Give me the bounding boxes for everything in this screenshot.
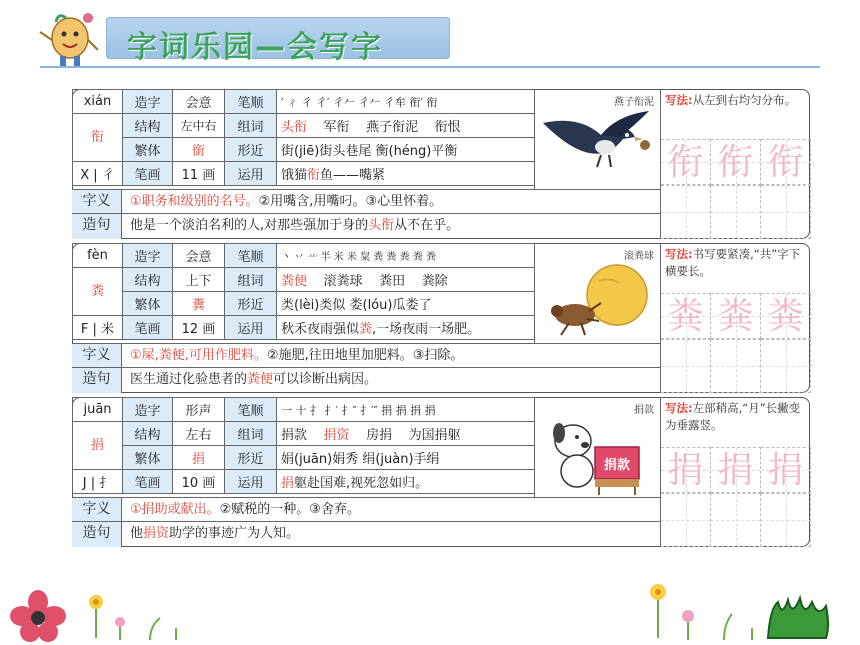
sentence-row: [72, 213, 660, 239]
header: [0, 0, 860, 80]
copy-cell[interactable]: [661, 293, 711, 339]
zaozi-value: 形声: [173, 398, 225, 422]
meaning-label: 字义: [72, 190, 122, 214]
usage-highlight: 捐: [281, 476, 295, 491]
sentence-highlight: 粪便: [247, 372, 274, 387]
word-list: [277, 114, 535, 138]
sentence-row: [72, 521, 660, 547]
xingjin-label: 形近: [225, 292, 277, 316]
usage-pre: 秋禾夜雨强似: [281, 322, 360, 337]
radical-cell: J | 扌: [73, 470, 123, 494]
word-item: 粪除: [421, 274, 448, 289]
char-card-xian: [72, 89, 810, 239]
word-item: 捐资: [323, 428, 350, 443]
bihua-label: 笔画: [123, 162, 173, 186]
main-char: 衔: [73, 114, 123, 162]
word-list: [277, 268, 535, 292]
zuci-label: 组词: [225, 268, 277, 292]
bihua-label: 笔画: [123, 316, 173, 340]
writing-note: [665, 92, 811, 109]
sentence-highlight: 捐资: [143, 526, 170, 541]
zaozi-value: 会意: [173, 90, 225, 114]
zuci-label: 组词: [225, 422, 277, 446]
word-item: 为国捐躯: [408, 428, 461, 443]
fanti-value: 捐: [173, 446, 225, 470]
pinyin: juān: [73, 398, 123, 422]
fanti-label: 繁体: [123, 446, 173, 470]
yunyong-label: 运用: [225, 470, 277, 494]
swallow-icon: [539, 105, 659, 185]
radical-cell: X | 彳: [73, 162, 123, 186]
copy-grid-empty: [661, 339, 811, 393]
jiegou-label: 结构: [123, 422, 173, 446]
copy-cell[interactable]: [711, 185, 761, 239]
stroke-order: 一 十 扌 扌′ 扌″ 扌′″ 捐 捐 捐 捐: [277, 398, 535, 422]
pinyin: fèn: [73, 244, 123, 268]
first-letter: J: [82, 476, 87, 491]
meaning-row: [72, 497, 660, 521]
similar-chars: 娟(juān)娟秀 绢(juàn)手绢: [277, 446, 535, 470]
illustration-caption: 燕子衔泥: [614, 97, 654, 108]
illustration-caption: 捐款: [634, 405, 654, 416]
sentence-text: [130, 522, 299, 546]
word-item: 衔恨: [434, 120, 461, 135]
copy-grid: [661, 447, 811, 493]
bishun-label: 笔顺: [225, 90, 277, 114]
xingjin-label: 形近: [225, 446, 277, 470]
meaning-row: [72, 189, 660, 213]
jiegou-value: 左右: [173, 422, 225, 446]
usage-highlight: 粪: [359, 322, 373, 337]
yunyong-label: 运用: [225, 162, 277, 186]
copy-cell[interactable]: [761, 185, 811, 239]
grass-icon: [768, 598, 828, 638]
xingjin-label: 形近: [225, 138, 277, 162]
bihua-value: 11 画: [173, 162, 225, 186]
usage-text: [277, 470, 535, 494]
bihua-value: 10 画: [173, 470, 225, 494]
main-char: 粪: [73, 268, 123, 316]
copy-cell[interactable]: [711, 293, 761, 339]
copy-grid: [661, 139, 811, 185]
sentence-post: 可以诊断出病因。: [273, 372, 378, 387]
usage-text: [277, 162, 535, 186]
illustration-box: [534, 243, 660, 343]
trace-char: 衔: [667, 142, 704, 183]
trace-char: 捐: [767, 450, 804, 491]
bihua-label: 笔画: [123, 470, 173, 494]
pinyin: xián: [73, 90, 123, 114]
sentence-pre: 他是一个淡泊名利的人,对那些强加于身的: [130, 218, 369, 233]
copy-grid: [661, 293, 811, 339]
char-info-table: [72, 243, 535, 340]
usage-post: 躯赴国难,视死忽如归。: [294, 476, 429, 491]
usage-highlight: 衔: [307, 168, 321, 183]
copy-cell[interactable]: [711, 139, 761, 185]
meaning-text: [130, 498, 360, 522]
word-item: 滚粪球: [323, 274, 363, 289]
writing-guide: [660, 243, 810, 393]
writing-guide: [660, 397, 810, 547]
usage-text: [277, 316, 535, 340]
illustration-box: [534, 89, 660, 189]
word-item: 头衔: [281, 120, 308, 135]
copy-cell[interactable]: [661, 339, 711, 393]
trace-char: 粪: [717, 296, 754, 337]
copy-cell[interactable]: [761, 339, 811, 393]
zaozi-value: 会意: [173, 244, 225, 268]
meaning-highlight: ①捐助或献出。: [130, 502, 220, 517]
trace-char: 粪: [667, 296, 704, 337]
meaning-highlight: ①屎,粪便,可用作肥料。: [130, 348, 267, 363]
meaning-highlight: ①职务和级别的名号。: [130, 194, 259, 209]
writing-note: [665, 246, 811, 280]
usage-post: 鱼——嘴紧: [320, 168, 386, 183]
copy-cell[interactable]: [661, 493, 711, 547]
sentence-label: 造句: [72, 522, 122, 547]
fanti-label: 繁体: [123, 138, 173, 162]
sentence-row: [72, 367, 660, 393]
sentence-text: [130, 214, 459, 238]
char-info-table: [72, 89, 535, 186]
trace-char: 捐: [717, 450, 754, 491]
fanti-label: 繁体: [123, 292, 173, 316]
stroke-order: 丶 丷 䒑 半 米 米 䊆 粪 粪 粪 粪 粪: [277, 244, 535, 268]
writing-note-text: 从左到右均匀分布。: [692, 93, 797, 107]
trace-char: 粪: [767, 296, 804, 337]
flower-decoration-left: [10, 588, 200, 644]
copy-cell[interactable]: [661, 139, 711, 185]
jiegou-label: 结构: [123, 268, 173, 292]
small-flower-icon: [89, 595, 176, 640]
copy-cell[interactable]: [761, 493, 811, 547]
zuci-label: 组词: [225, 114, 277, 138]
meaning-text: [130, 190, 442, 214]
bihua-value: 12 画: [173, 316, 225, 340]
char-card-fen: [72, 243, 810, 393]
similar-chars: 类(lèi)类似 娄(lóu)瓜娄了: [277, 292, 535, 316]
writing-tag: 写法:: [665, 93, 693, 107]
trace-char: 捐: [667, 450, 704, 491]
meaning-label: 字义: [72, 498, 122, 522]
word-list: [277, 422, 535, 446]
char-info-table: [72, 397, 535, 494]
zaozi-label: 造字: [123, 398, 173, 422]
mascot-icon: [36, 8, 102, 70]
copy-cell[interactable]: [661, 185, 711, 239]
word-item: 房捐: [366, 428, 393, 443]
word-item: 粪田: [379, 274, 406, 289]
meaning-label: 字义: [72, 344, 122, 368]
zaozi-label: 造字: [123, 244, 173, 268]
sentence-pre: 他: [130, 526, 144, 541]
sentence-label: 造句: [72, 368, 122, 393]
dung-beetle-icon: [539, 259, 659, 341]
dog-donation-icon: [539, 411, 659, 495]
copy-grid-empty: [661, 493, 811, 547]
usage-post: ,一场夜雨一场肥。: [372, 322, 481, 337]
main-char: 捐: [73, 422, 123, 470]
flower-decoration-right: [640, 578, 840, 644]
writing-note: [665, 400, 811, 434]
meaning-text: [130, 344, 463, 368]
copy-cell[interactable]: [761, 139, 811, 185]
fanti-value: 糞: [173, 292, 225, 316]
jiegou-value: 上下: [173, 268, 225, 292]
char-card-juan: [72, 397, 810, 547]
usage-pre: 饿猫: [281, 168, 308, 183]
trace-char: 衔: [717, 142, 754, 183]
word-item: 粪便: [281, 274, 308, 289]
illustration-box: [534, 397, 660, 497]
radical: 米: [101, 322, 115, 337]
radical: 扌: [99, 476, 113, 491]
copy-cell[interactable]: [711, 493, 761, 547]
meaning-rest: ②施肥,往田地里加肥料。③扫除。: [266, 348, 464, 363]
copy-cell[interactable]: [711, 339, 761, 393]
writing-note-text: 书写要紧凑,“共”字下横要长。: [665, 247, 801, 278]
sentence-post: 从不在乎。: [394, 218, 460, 233]
title-banner: [106, 17, 450, 65]
writing-guide: [660, 89, 810, 239]
writing-tag: 写法:: [665, 247, 693, 261]
writing-tag: 写法:: [665, 401, 693, 415]
copy-cell[interactable]: [761, 293, 811, 339]
donation-sign: 捐款: [603, 458, 631, 473]
zaozi-label: 造字: [123, 90, 173, 114]
meaning-rest: ②赋税的一种。③舍弃。: [219, 502, 360, 517]
stroke-order: ′ ㄔ 彳 彳′ 彳𠂉 彳𠂉 彳牟 衔′ 衔: [277, 90, 535, 114]
sentence-post: 助学的事迹广为人知。: [169, 526, 300, 541]
similar-chars: 街(jiē)街头巷尾 衡(héng)平衡: [277, 138, 535, 162]
copy-cell[interactable]: [661, 447, 711, 493]
word-item: 军衔: [323, 120, 350, 135]
trace-char: 衔: [767, 142, 804, 183]
word-item: 捐款: [281, 428, 308, 443]
sentence-text: [130, 368, 377, 392]
writing-note-text: 左部稍高,“月”长撇变为垂露竖。: [665, 401, 801, 432]
yunyong-label: 运用: [225, 316, 277, 340]
jiegou-label: 结构: [123, 114, 173, 138]
small-flower-icon: [650, 584, 752, 640]
red-flower-icon: [10, 590, 66, 642]
illustration-caption: 滚粪球: [624, 251, 654, 262]
radical: 彳: [101, 168, 115, 183]
header-divider: [40, 66, 820, 68]
meaning-row: [72, 343, 660, 367]
meaning-rest: ②用嘴含,用嘴叼。③心里怀着。: [258, 194, 443, 209]
first-letter: X: [80, 168, 90, 183]
bishun-label: 笔顺: [225, 398, 277, 422]
page-title: 字词乐园—会写字: [127, 30, 383, 65]
copy-cell[interactable]: [711, 447, 761, 493]
jiegou-value: 左中右: [173, 114, 225, 138]
sentence-highlight: 头衔: [368, 218, 395, 233]
first-letter: F: [80, 322, 89, 337]
sentence-pre: 医生通过化验患者的: [130, 372, 248, 387]
sentence-label: 造句: [72, 214, 122, 239]
bishun-label: 笔顺: [225, 244, 277, 268]
copy-cell[interactable]: [761, 447, 811, 493]
copy-grid-empty: [661, 185, 811, 239]
fanti-value: 銜: [173, 138, 225, 162]
word-item: 燕子衔泥: [366, 120, 419, 135]
radical-cell: F | 米: [73, 316, 123, 340]
